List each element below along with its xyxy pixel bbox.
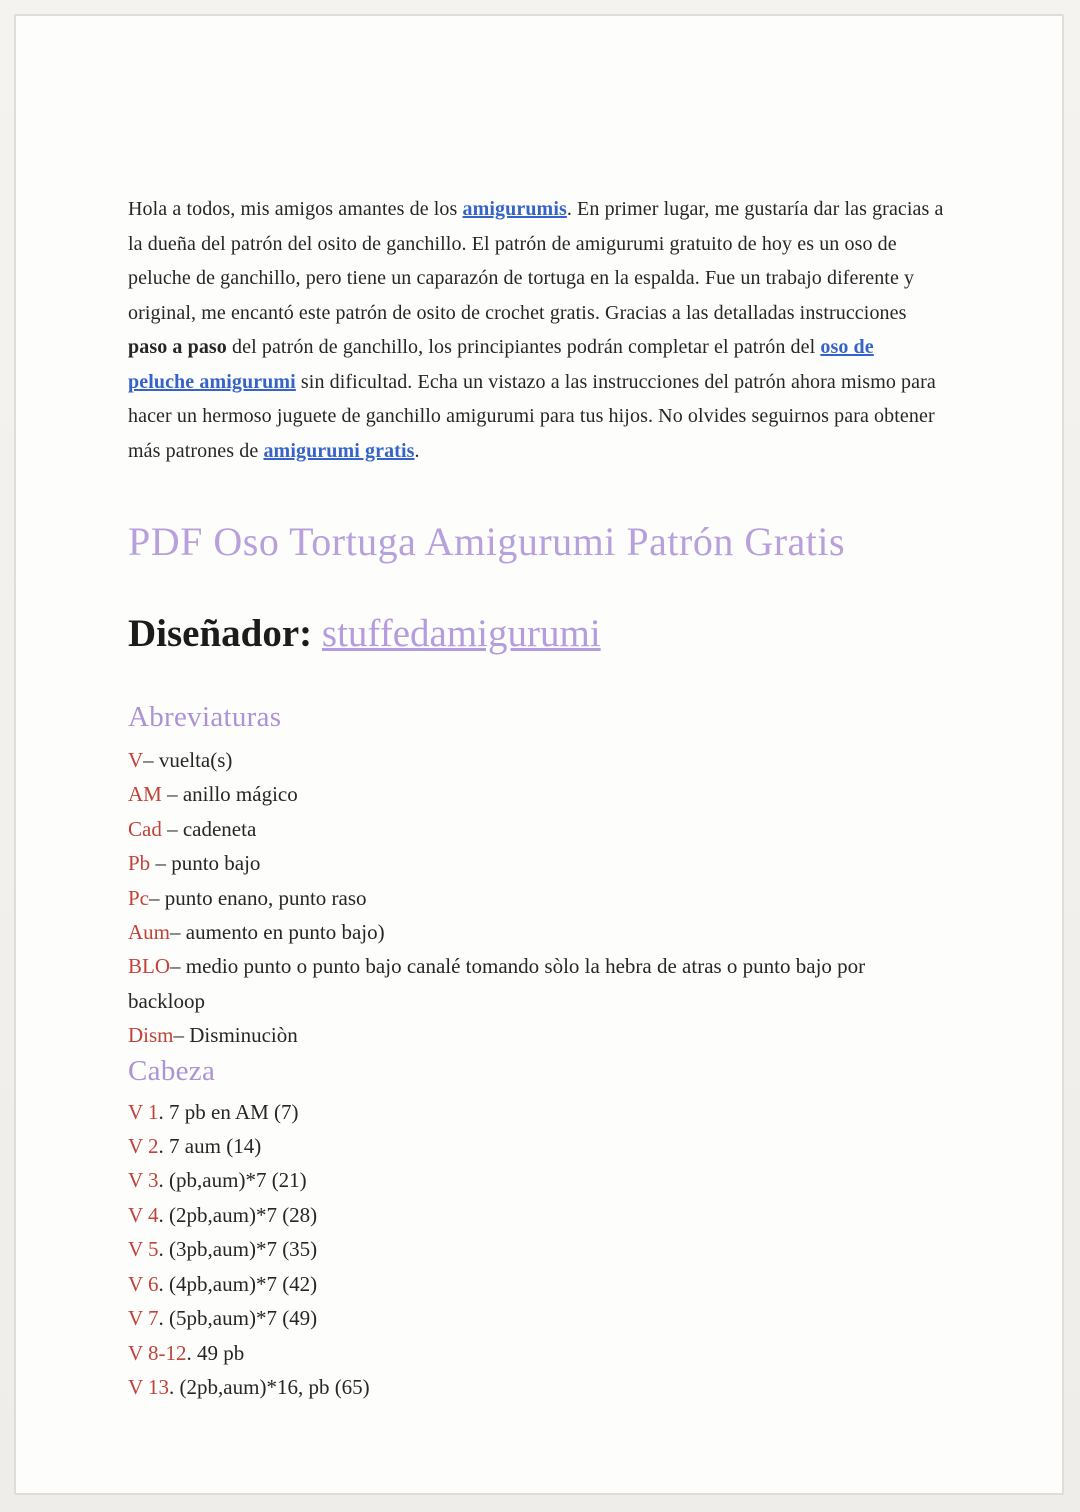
abbreviation-definition: – cadeneta xyxy=(161,816,257,841)
designer-link[interactable]: stuffedamigurumi xyxy=(321,612,601,655)
intro-text: del patrón de ganchillo, los principiantes podrán completar el patrón del xyxy=(226,336,821,358)
link-amigurumis[interactable]: amigurumis xyxy=(462,198,567,220)
intro-text: . xyxy=(414,439,420,462)
pattern-row-instructions: . (4pb,aum)*7 (42) xyxy=(158,1271,318,1296)
abbreviation-item xyxy=(128,812,903,846)
abbreviation-item xyxy=(128,1018,903,1052)
pattern-row-instructions: . (5pb,aum)*7 (49) xyxy=(158,1306,318,1331)
abbreviation-definition: – punto bajo xyxy=(150,851,261,876)
abbreviations-list xyxy=(128,743,903,1053)
designer-heading xyxy=(128,609,958,659)
pattern-row-instructions: . 7 aum (14) xyxy=(158,1134,262,1159)
abbreviation-term: Pc xyxy=(128,885,149,910)
abbreviation-item xyxy=(128,743,903,777)
abbreviation-definition: – aumento en punto bajo) xyxy=(170,920,385,945)
abbreviation-definition: – anillo mágico xyxy=(161,782,298,807)
abbreviation-term: BLO xyxy=(128,954,170,979)
pattern-row xyxy=(128,1163,903,1197)
abbreviation-item xyxy=(128,881,903,915)
pattern-row-label: V 5 xyxy=(128,1237,159,1262)
pattern-row-label: V 4 xyxy=(128,1202,159,1227)
abbreviation-term: AM xyxy=(128,782,162,807)
pattern-row-label: V 3 xyxy=(128,1168,159,1193)
abbreviation-definition: – medio punto o punto bajo canalé tomando sòlo la hebra de atras o punto bajo por backloop xyxy=(128,954,866,1013)
intro-text: . En primer lugar, me gustaría dar las gracias a la dueña del patrón del osito de ganchillo. El patrón de amigurumi gratuito de hoy es un oso de peluche de ganchillo, pero tiene un caparazón de tortuga en la espalda. Fue un trabajo diferente y original, me encantó este patrón de osito de crochet gratis. Gracias a las detalladas instrucciones xyxy=(128,198,944,324)
pattern-row-instructions: . (2pb,aum)*7 (28) xyxy=(158,1202,318,1227)
pattern-row xyxy=(128,1370,903,1404)
pattern-row xyxy=(128,1198,903,1232)
intro-paragraph xyxy=(128,192,944,468)
document-page xyxy=(14,14,1064,1495)
link-amigurumi-gratis[interactable]: amigurumi gratis xyxy=(263,439,415,462)
abbreviation-term: V xyxy=(128,748,144,772)
pattern-row-label: V 13 xyxy=(128,1374,170,1399)
abbreviation-definition: – punto enano, punto raso xyxy=(149,885,367,910)
pattern-row xyxy=(128,1232,903,1266)
page-title: PDF Oso Tortuga Amigurumi Patrón Gratis xyxy=(128,519,846,564)
intro-bold-paso-a-paso: paso a paso xyxy=(128,336,227,358)
pattern-row-label: V 8-12 xyxy=(128,1340,187,1365)
pattern-row xyxy=(128,1267,903,1301)
abbreviation-item xyxy=(128,777,903,811)
cabeza-heading: Cabeza xyxy=(128,1054,216,1087)
pattern-row xyxy=(128,1129,903,1163)
abbreviation-term: Cad xyxy=(128,816,162,841)
designer-label: Diseñador: xyxy=(128,612,313,655)
intro-text: Hola a todos, mis amigos amantes de los xyxy=(128,198,463,220)
link-oso-de-peluche-amigurumi[interactable]: oso de peluche amigurumi xyxy=(128,336,874,393)
pattern-row-label: V 6 xyxy=(128,1271,159,1296)
pattern-row-instructions: . 49 pb xyxy=(186,1340,245,1365)
abbreviation-item xyxy=(128,846,903,880)
abbreviation-definition: – Disminuciòn xyxy=(173,1023,298,1048)
abbreviation-term: Aum xyxy=(128,920,170,945)
pattern-row-label: V 1 xyxy=(128,1099,159,1124)
page-content xyxy=(128,192,958,1404)
intro-text: sin dificultad. Echa un vistazo a las instrucciones del patrón ahora mismo para hacer un hermoso juguete de ganchillo amigurumi para tus hijos. No olvides seguirnos para obtener más patrones de xyxy=(128,370,936,462)
pattern-row-instructions: . (3pb,aum)*7 (35) xyxy=(158,1237,318,1262)
pattern-row-instructions: . 7 pb en AM (7) xyxy=(158,1099,299,1124)
abbreviation-term: Dism xyxy=(128,1023,174,1048)
abbreviation-item xyxy=(128,949,903,1018)
abbreviations-heading: Abreviaturas xyxy=(128,701,282,733)
pattern-row xyxy=(128,1301,903,1335)
abbreviation-item xyxy=(128,915,903,949)
pattern-row-instructions: . (pb,aum)*7 (21) xyxy=(158,1168,307,1193)
pattern-row-instructions: . (2pb,aum)*16, pb (65) xyxy=(169,1374,370,1399)
cabeza-pattern-list xyxy=(128,1095,903,1405)
pattern-row xyxy=(128,1336,903,1370)
pattern-row xyxy=(128,1095,903,1129)
abbreviation-term: Pb xyxy=(128,851,151,876)
pattern-row-label: V 2 xyxy=(128,1134,159,1159)
abbreviation-definition: – vuelta(s) xyxy=(143,748,233,772)
pattern-row-label: V 7 xyxy=(128,1306,159,1331)
